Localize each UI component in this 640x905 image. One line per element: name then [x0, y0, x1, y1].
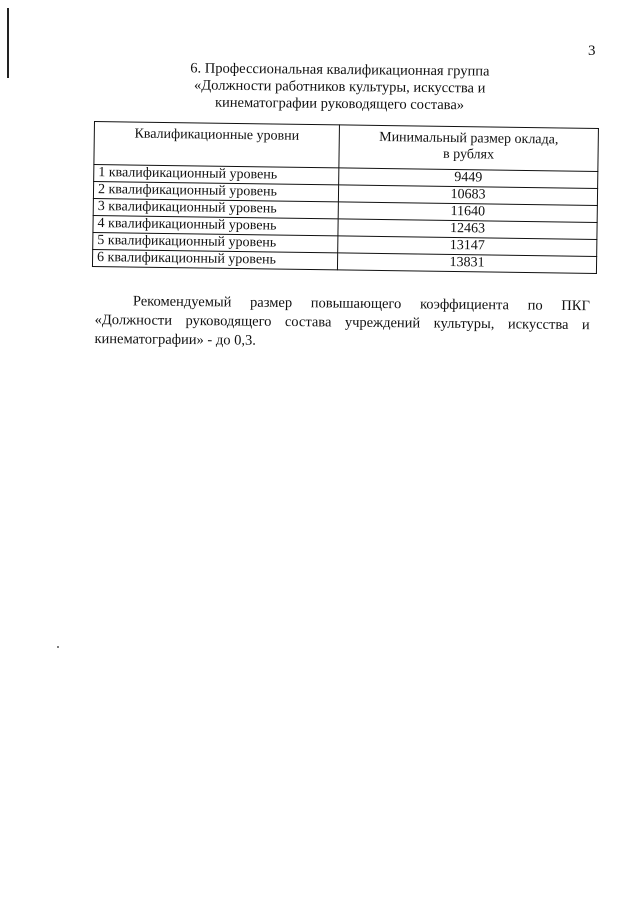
heading-line-3: кинематографии руководящего состава» — [214, 94, 465, 114]
amount-cell: 13147 — [338, 236, 597, 257]
table-header-row — [94, 122, 599, 172]
scan-speck — [57, 646, 59, 648]
header-min-salary-line-2: в рублях — [442, 146, 495, 163]
amount-cell: 13831 — [337, 253, 596, 274]
amount-cell: 10683 — [338, 185, 597, 206]
amount-cell: 9449 — [339, 168, 598, 189]
salary-table-container — [92, 121, 599, 274]
header-min-salary — [339, 125, 599, 172]
level-cell: 6 квалификационный уровень — [92, 249, 337, 269]
level-cell: 1 квалификационный уровень — [94, 165, 339, 185]
level-cell: 3 квалификационный уровень — [93, 198, 338, 218]
page-number: 3 — [588, 43, 596, 59]
amount-cell: 11640 — [338, 202, 597, 223]
level-cell: 4 квалификационный уровень — [93, 215, 338, 235]
amount-cell: 12463 — [338, 219, 597, 240]
level-cell: 5 квалификационный уровень — [93, 232, 338, 252]
header-min-salary-line-1: Минимальный размер оклада, — [379, 129, 559, 148]
heading-line-1: 6. Профессиональная квалификационная группа — [190, 60, 490, 80]
level-cell: 2 квалификационный уровень — [93, 182, 338, 202]
recommendation-paragraph: Рекомендуемый размер повышающего коэффициента по ПКГ «Должности руководящего состава учреждений культуры, искусства и кинематографии» - до 0,3. — [94, 293, 590, 349]
heading-line-2: «Должности работников культуры, искусства и — [193, 77, 486, 97]
header-qualification-levels: Квалификационные уровни — [94, 122, 340, 168]
salary-table — [92, 121, 599, 274]
section-heading — [149, 60, 530, 115]
scan-edge-mark — [7, 8, 9, 78]
